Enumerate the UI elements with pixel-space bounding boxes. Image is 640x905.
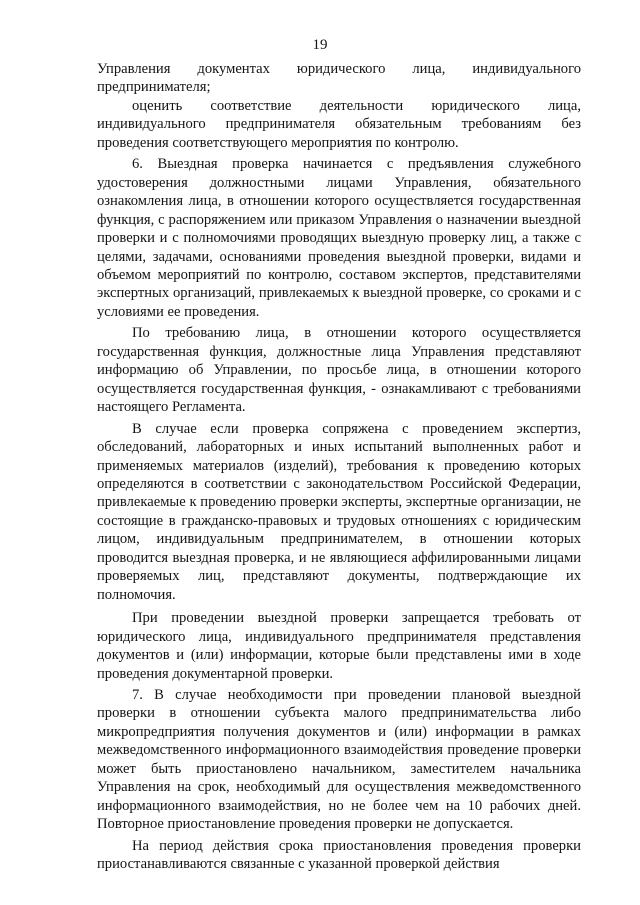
page-number: 19 <box>312 37 328 53</box>
paragraph-continuation: Управления документах юридического лица, индивидуального предпринимателя; <box>97 61 581 96</box>
document-body <box>97 60 581 873</box>
paragraph-suspension-period: На период действия срока приостановления проведения проверки приостанавливаются связанные с указанной проверкой действия <box>97 837 581 873</box>
paragraph-section-7: 7. В случае необходимости при проведении плановой выездной проверки в отношении субъекта малого предпринимательства либо микропредприятия получения документов и (или) информации в рамках межведомственного информационного взаимодействия проведение проверки может быть приостановлено начальником, заместителем начальника Управления на срок, необходимый для осуществления межведомственного информационного взаимодействия, но не более чем на 10 рабочих дней. Повторное приостановление проведения проверки не допускается. <box>97 686 581 833</box>
paragraph-request-info: По требованию лица, в отношении которого осуществляется государственная функция, должностные лица Управления представляют информацию об Управлении, по просьбе лица, в отношении которого осуществляется государственная функция, - ознакамливают с требованиями настоящего Регламента. <box>97 325 581 416</box>
paragraph-expertise: В случае если проверка сопряжена с проведением экспертиз, обследований, лабораторных и иных испытаний выполненных работ и применяемых материалов (изделий), требования к проведению которых определяются в соответствии с законодательством Российской Федерации, привлекаемые к проведению проверки эксперты, экспертные организации, не состоящие в гражданско-правовых и трудовых отношениях с юридическим лицом, индивидуальным предпринимателем, в отношении которых проводится выездная проверка, и не являющиеся аффилированными лицами проверяемых лиц, представляют документы, подтверждающие их полномочия. <box>97 420 581 603</box>
paragraph-prohibition: При проведении выездной проверки запрещается требовать от юридического лица, индивидуального предпринимателя представления документов и (или) информации, которые были представлены ими в ходе проведения документарной проверки. <box>97 610 581 682</box>
paragraph-section-6: 6. Выездная проверка начинается с предъявления служебного удостоверения должностными лицами Управления, обязательного ознакомления лица, в отношении которого осуществляется государственная функция, с распоряжением или приказом Управления о назначении выездной проверки и с полномочиями проводящих выездную проверку лиц, а также с целями, задачами, основаниями проведения выездной проверки, видами и объемом мероприятий по контролю, составом экспертов, представителями экспертных организаций, привлекаемых к выездной проверке, со сроками и с условиями ее проведения. <box>97 156 581 320</box>
paragraph-assess-compliance: оценить соответствие деятельности юридического лица, индивидуального предпринимателя обязательным требованиям без проведения соответствующего мероприятия по контролю. <box>97 97 581 151</box>
